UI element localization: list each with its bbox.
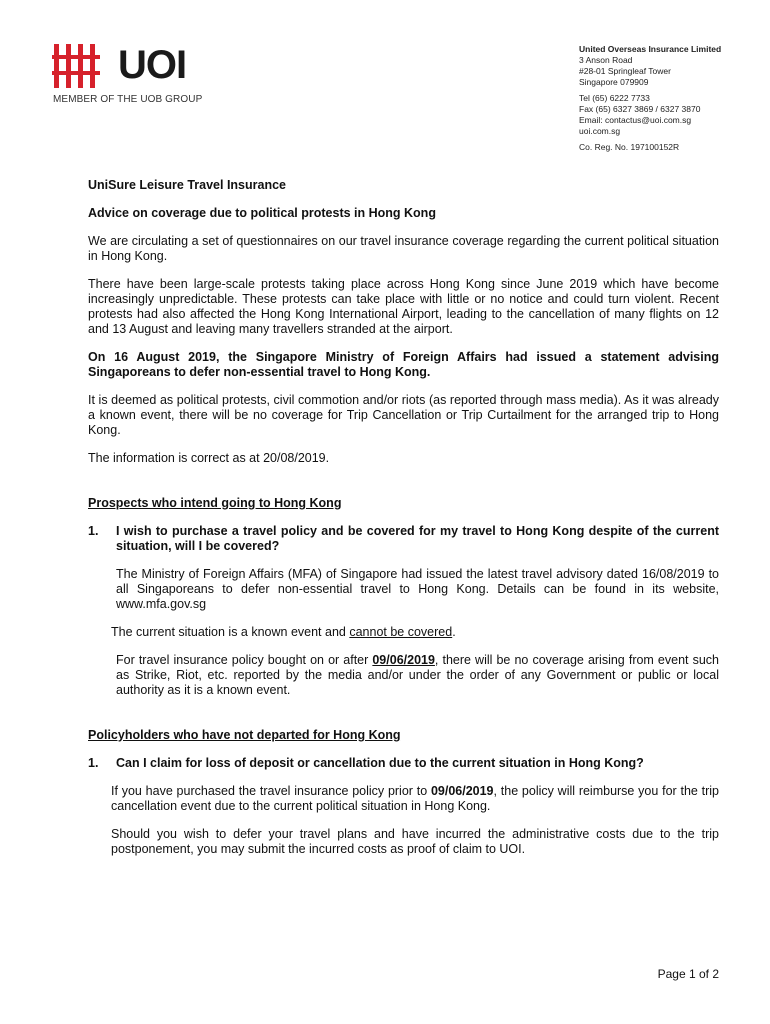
- mfa-statement: On 16 August 2019, the Singapore Ministry of Foreign Affairs had issued a statement advising Singaporeans to defer non-essential travel to Hong Kong.: [88, 350, 719, 379]
- cannot-be-covered: cannot be covered: [349, 625, 453, 639]
- logo-text: UOI: [118, 43, 187, 87]
- document-title: UniSure Leisure Travel Insurance: [88, 178, 286, 192]
- paragraph: It is deemed as political protests, civil commotion and/or riots (as reported through mass media). As it was already a known event, there will be no coverage for Trip Cancellation or Trip Curtailment for the arranged trip to Hong Kong.: [88, 393, 719, 437]
- company-address-block: [579, 44, 759, 153]
- company-name: United Overseas Insurance Limited: [579, 44, 722, 54]
- uoi-logo-mark-icon: [52, 44, 112, 88]
- document-subtitle: Advice on coverage due to political protests in Hong Kong: [88, 206, 436, 220]
- answer-paragraph: If you have purchased the travel insurance policy prior to 09/06/2019, the policy will reimburse you for the trip cancellation event due to the current political situation in Hong Kong.: [111, 784, 719, 813]
- uoi-logo: [52, 44, 202, 108]
- page-number: Page 1 of 2: [657, 967, 719, 981]
- address-line: #28-01 Springleaf Tower: [579, 66, 671, 76]
- address-line: Singapore 079909: [579, 77, 649, 87]
- section-heading-prospects: Prospects who intend going to Hong Kong: [88, 496, 342, 510]
- company-email: Email: contactus@uoi.com.sg: [579, 115, 692, 125]
- paragraph: There have been large-scale protests taking place across Hong Kong since June 2019 which have become increasingly unpredictable. These protests can take place with little or no notice and could turn violent. Recent protests had also affected the Hong Kong International Airport, leading to the cancellation of many flights on 12 and 13 August and leaving many travellers stranded at the airport.: [88, 277, 719, 336]
- company-website: uoi.com.sg: [579, 126, 621, 136]
- paragraph: We are circulating a set of questionnaires on our travel insurance coverage regarding the current political situation in Hong Kong.: [88, 234, 719, 263]
- correct-as-at: The information is correct as at 20/08/2019.: [88, 451, 330, 465]
- question-text: I wish to purchase a travel policy and be covered for my travel to Hong Kong despite of the current situation, will I be covered?: [116, 524, 719, 553]
- company-reg-no: Co. Reg. No. 197100152R: [579, 142, 680, 152]
- logo-tagline: MEMBER OF THE UOB GROUP: [53, 94, 203, 105]
- question-text: Can I claim for loss of deposit or cancellation due to the current situation in Hong Kong?: [116, 756, 644, 770]
- answer-paragraph: Should you wish to defer your travel plans and have incurred the administrative costs due to the trip postponement, you may submit the incurred costs as proof of claim to UOI.: [111, 827, 719, 856]
- company-fax: Fax (65) 6327 3869 / 6327 3870: [579, 104, 701, 114]
- question-number: 1.: [88, 756, 99, 770]
- question-number: 1.: [88, 524, 99, 538]
- cutoff-date: 09/06/2019: [372, 653, 435, 667]
- address-line: 3 Anson Road: [579, 55, 633, 65]
- question-item: [88, 756, 719, 771]
- section-heading-policyholders: Policyholders who have not departed for Hong Kong: [88, 728, 401, 742]
- document-body: [88, 178, 719, 857]
- answer-paragraph: For travel insurance policy bought on or after 09/06/2019, there will be no coverage arising from event such as Strike, Riot, etc. reported by the media and/or under the order of any Government or public or local authority as it is a known event.: [116, 653, 719, 697]
- question-item: [88, 524, 719, 554]
- answer-paragraph: The current situation is a known event and cannot be covered.: [111, 625, 456, 639]
- company-tel: Tel (65) 6222 7733: [579, 93, 650, 103]
- answer-paragraph: The Ministry of Foreign Affairs (MFA) of Singapore had issued the latest travel advisory dated 16/08/2019 to all Singaporeans to defer non-essential travel to Hong Kong. Details can be found in its website, www.mfa.gov.sg: [116, 567, 719, 611]
- cutoff-date: 09/06/2019: [430, 784, 494, 798]
